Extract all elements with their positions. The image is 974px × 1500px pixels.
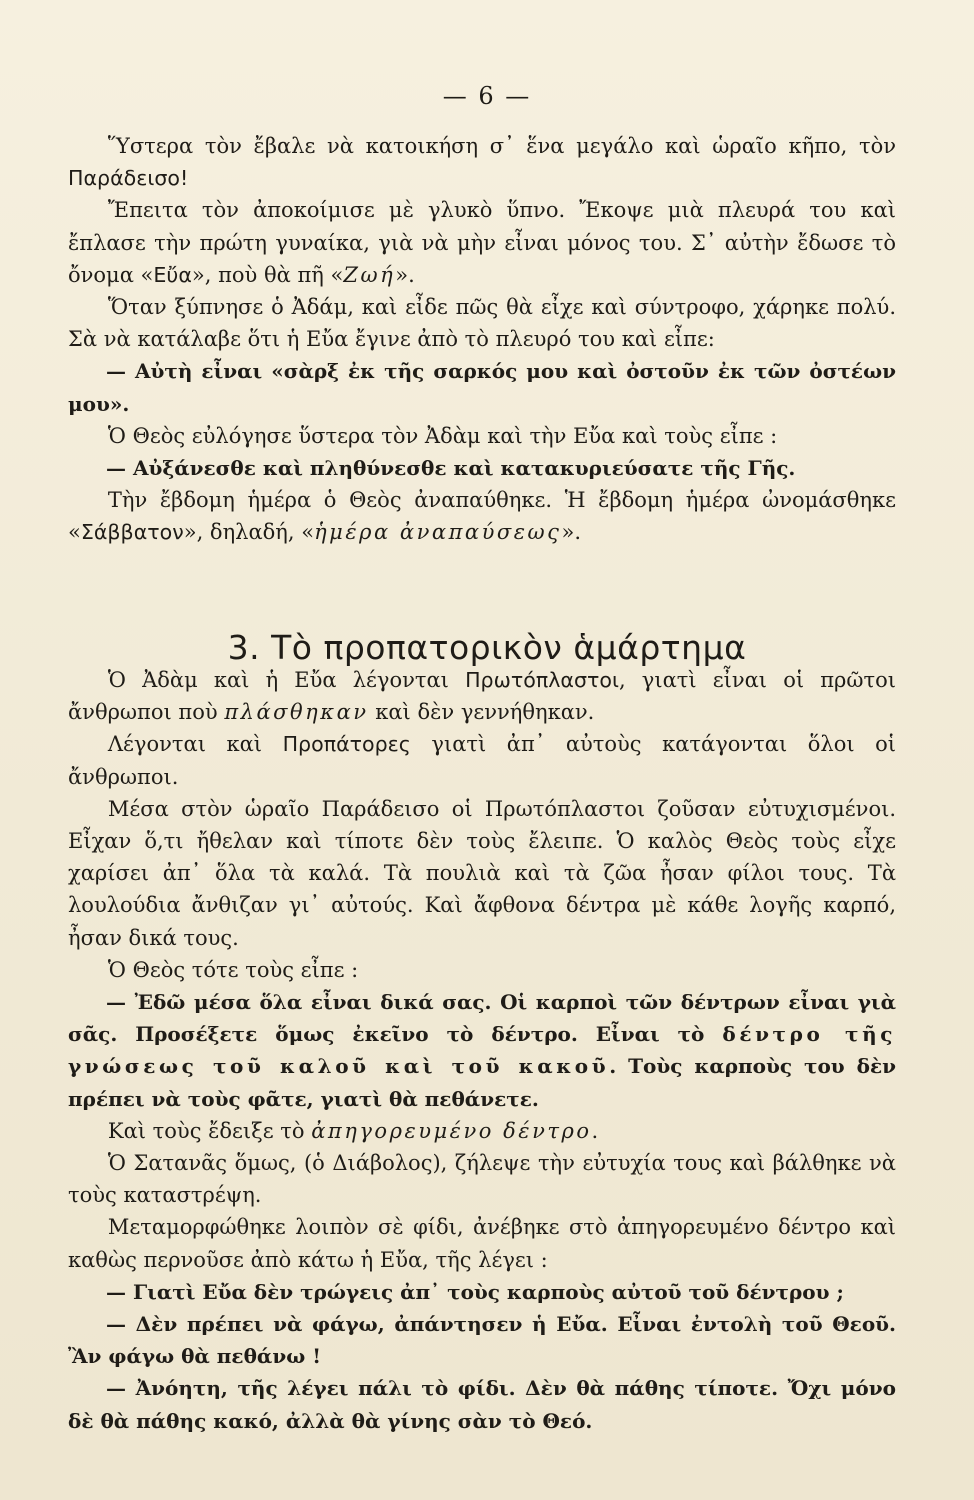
dialogue-line: — Αὐξάνεσθε καὶ πληθύνεσθε καὶ κατακυριεύσατε τῆς Γῆς. <box>106 456 796 481</box>
dialogue-line: — Ἀνόητη, τῆς λέγει πάλι τὸ φίδι. Δὲν θὰ πάθης τίποτε. Ὄχι μόνο δὲ θὰ πάθης κακό, ἀλλὰ θὰ γίνης σὰν τὸ Θεό. <box>68 1376 896 1433</box>
text-run: πλάσθηκαν <box>224 700 369 725</box>
dialogue-line: — Δὲν πρέπει νὰ φάγω, ἀπάντησεν ἡ Εὔα. Εἶναι ἐντολὴ τοῦ Θεοῦ. Ἂν φάγω θὰ πεθάνω ! <box>68 1312 896 1369</box>
text-run: ». <box>561 520 581 545</box>
text-run: ἡμέρα ἀναπαύσεως <box>314 520 562 545</box>
text-run: », δηλαδή, « <box>183 520 315 545</box>
paragraph: Ὁ Σατανᾶς ὅμως, (ὁ Διάβολος), ζήλεψε τὴν εὐτυχία τους καὶ βάλθηκε νὰ τοὺς καταστρέψη. <box>68 1151 896 1208</box>
text-run: Προπάτορες <box>282 732 411 757</box>
text-run: γιατὶ ἀπ᾿ αὐτοὺς κατάγονται ὅλοι οἱ ἄνθρωποι. <box>68 732 896 789</box>
text-run: . Τοὺς καρποὺς του δὲν πρέπει νὰ τοὺς φᾶτε, γιατὶ θὰ πεθάνετε. <box>68 1054 896 1111</box>
text-run: », ποὺ θὰ πῆ « <box>191 262 344 287</box>
paragraph: Ὁ Θεὸς εὐλόγησε ὕστερα τὸν Ἀδὰμ καὶ τὴν Εὔα καὶ τοὺς εἶπε : <box>107 423 778 448</box>
paragraph <box>68 194 896 291</box>
paragraph <box>68 664 896 728</box>
page-number: — 6 — <box>442 82 532 110</box>
text-run: Εὔα <box>153 262 192 287</box>
text-run: Παράδεισο! <box>68 166 189 191</box>
dialogue-line <box>68 986 896 1115</box>
text-run: ». <box>395 262 415 287</box>
text-run: Καὶ τοὺς ἔδειξε τὸ <box>107 1118 312 1143</box>
text-run: Ὕστερα τὸν ἔβαλε νὰ κατοικήση σ᾿ ἕνα μεγάλο καὶ ὡραῖο κῆπο, τὸν <box>107 134 896 158</box>
dialogue-line: — Αὐτὴ εἶναι «σὰρξ ἐκ τῆς σαρκός μου καὶ ὀστοῦν ἐκ τῶν ὀστέων μου». <box>68 359 896 416</box>
text-run: ἀπηγορευμένο δέντρο <box>311 1118 592 1143</box>
text-block-creation <box>68 130 896 549</box>
text-run: Ζωή <box>343 262 396 287</box>
text-run: καὶ δὲν γεννήθηκαν. <box>368 700 595 725</box>
paragraph <box>68 728 896 792</box>
dialogue-line: — Γιατὶ Εὔα δὲν τρώγεις ἀπ᾿ τοὺς καρποὺς αὐτοῦ τοῦ δέντρου ; <box>106 1279 844 1304</box>
text-run: Λέγονται καὶ <box>107 732 283 757</box>
paragraph <box>68 484 896 548</box>
text-run: — Ἐδῶ μέσα ὅλα εἶναι δικά σας. Οἱ καρποὶ τῶν δέντρων εἶναι γιὰ σᾶς. Προσέξετε ὅμως ἐκεῖνο τὸ δέντρο. Εἶναι τὸ <box>68 990 896 1047</box>
paragraph: Ὁ Θεὸς τότε τοὺς εἶπε : <box>107 957 359 982</box>
section-title: 3. Τὸ προπατορικὸν ἁμάρτημα <box>227 628 747 667</box>
paragraph: Μέσα στὸν ὡραῖο Παράδεισο οἱ Πρωτόπλαστοι ζοῦσαν εὐτυχισμένοι. Εἶχαν ὅ,τι ἤθελαν καὶ τίποτε δὲν τοὺς ἔλειπε. Ὁ καλὸς Θεὸς τοὺς εἶχε χαρίσει ἀπ᾿ ὅλα τὰ καλά. Τὰ πουλιὰ καὶ τὰ ζῶα ἦσαν φίλοι τους. Τὰ λουλούδια ἄνθιζαν γι᾿ αὐτούς. Καὶ ἄφθονα δέντρα μὲ κάθε λογῆς καρπό, ἦσαν δικά τους. <box>68 796 896 950</box>
paragraph: Ὅταν ξύπνησε ὁ Ἀδάμ, καὶ εἶδε πῶς θὰ εἶχε καὶ σύντροφο, χάρηκε πολύ. Σὰ νὰ κατάλαβε ὅτι ἡ Εὔα ἔγινε ἀπὸ τὸ πλευρό του καὶ εἶπε: <box>68 295 896 352</box>
paragraph <box>68 1115 896 1147</box>
text-run: Ἔπειτα τὸν ἀποκοίμισε μὲ γλυκὸ ὕπνο. Ἔκοψε μιὰ πλευρά του καὶ ἔπλασε τὴν πρώτη γυναίκα, γιὰ νὰ μὴν εἶναι μόνος του. Σ᾿ αὐτὴν ἔδωσε τὸ ὄνομα « <box>68 198 896 287</box>
text-run: . <box>591 1118 599 1143</box>
text-run: Τὴν ἔβδομη ἡμέρα ὁ Θεὸς ἀναπαύθηκε. Ἡ ἔβδομη ἡμέρα ὠνομάσθηκε « <box>68 488 896 545</box>
text-run: Ὁ Ἀδὰμ καὶ ἡ Εὔα λέγονται <box>107 668 466 692</box>
text-block-original-sin <box>68 664 896 1437</box>
text-run: δέντρο τῆς γνώσεως τοῦ καλοῦ καὶ τοῦ κακοῦ <box>68 1022 896 1079</box>
paragraph <box>68 130 896 194</box>
text-run: , γιατὶ εἶναι οἱ πρῶτοι ἄνθρωποι ποὺ <box>68 668 896 725</box>
paragraph: Μεταμορφώθηκε λοιπὸν σὲ φίδι, ἀνέβηκε στὸ ἀπηγορευμένο δέντρο καὶ καθὼς περνοῦσε ἀπὸ κάτω ἡ Εὔα, τῆς λέγει : <box>68 1215 896 1272</box>
text-run: Πρωτόπλαστοι <box>465 668 619 692</box>
text-run: Σάββατον <box>80 520 184 545</box>
